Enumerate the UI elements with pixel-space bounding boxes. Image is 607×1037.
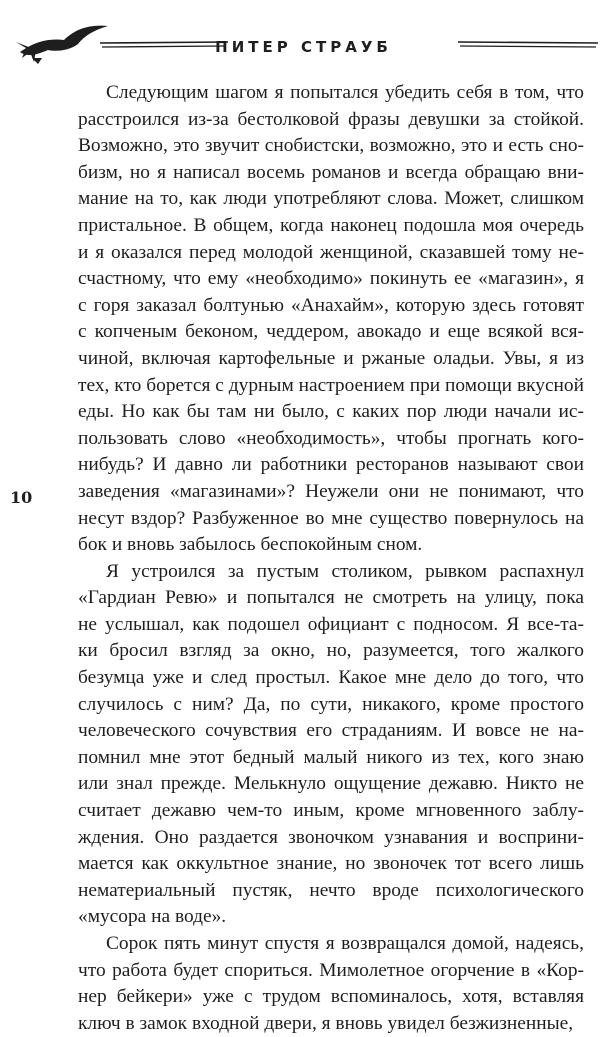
text-line: Следующим шагом я попытался убедить себя в том, что	[106, 82, 584, 103]
text-line: чиной, включая картофельные и ржаные оладьи. Увы, я из	[78, 347, 584, 369]
text-line: нибудь? И давно ли работники ресторанов называют свои	[78, 454, 584, 476]
text-line: нематериальный пустяк, нечто вроде психологического	[78, 879, 584, 901]
text-line: нер бейкери» уже с трудом вспоминалось, хотя, вставляя	[78, 986, 584, 1008]
text-line: «мусора на воде».	[78, 906, 227, 928]
text-line: тех, кто борется с дурным настроением при помощи вкусной	[78, 374, 584, 396]
text-line: пользовать слово «необходимость», чтобы прогнать кого-	[78, 427, 584, 449]
text-line: мается как оккультное знание, но звоночек тот всего лишь	[78, 853, 584, 875]
text-line: и я оказался перед молодой женщиной, сказавшей тому не-	[78, 241, 584, 263]
text-line: с горя заказал болтунью «Анахайм», которую здесь готовят	[78, 294, 584, 316]
text-line: ключ в замок входной двери, я вновь увидел безжизненные,	[78, 1012, 574, 1034]
text-line: «Гардиан Ревю» и попытался не смотреть на улицу, пока	[78, 587, 584, 609]
text-line: несут вздор? Разбуженное во мне существо повернулось на	[78, 507, 584, 529]
text-line: Возможно, это звучит снобистски, возможно, это и есть сно-	[78, 135, 584, 157]
running-header	[0, 0, 607, 80]
text-line: Сорок пять минут спустя я возвращался домой, надеясь,	[106, 933, 584, 954]
text-line: что работа будет спориться. Мимолетное огорчение в «Кор-	[78, 959, 584, 981]
text-line: помнил мне этот бедный малый никого из тех, кого знаю	[78, 746, 584, 768]
text-line: ждения. Оно раздается звоночком узнавания и восприни-	[78, 826, 584, 848]
text-line: или знал прежде. Мелькнуло ощущение дежавю. Никто не	[78, 773, 584, 795]
running-header-title: ПИТЕР СТРАУБ	[215, 38, 392, 56]
text-line: человеческого сочувствия его страданиям. И вовсе не на-	[78, 720, 584, 742]
text-line: счастному, что ему «необходимо» покинуть ее «магазин», я	[78, 268, 584, 290]
paragraph	[78, 559, 584, 931]
text-line: заведения «магазинами»? Неужели они не понимают, что	[78, 480, 584, 502]
text-line: случилось с ним? Да, по сути, никакого, кроме простого	[78, 693, 584, 715]
text-line: ки бросил взгляд за окно, но, разумеется, того жалкого	[78, 640, 584, 662]
text-line: пристальное. В общем, когда наконец подошла моя очередь	[78, 214, 584, 236]
page-number: 10	[10, 488, 33, 507]
text-line: Я устроился за пустым столиком, рывком распахнул	[106, 560, 584, 582]
text-line: расстроился из-за бестолковой фразы девушки за стойкой.	[78, 108, 584, 130]
text-line: бизм, но я написал восемь романов и всегда обращаю вни-	[78, 161, 584, 183]
body-text	[78, 80, 584, 1037]
text-line: с копченым беконом, чеддером, авокадо и еще всякой вся-	[78, 321, 584, 343]
text-line: мание на то, как люди употребляют слова. Может, слишком	[78, 188, 584, 210]
text-line: бок и вновь забылось беспокойным сном.	[78, 534, 423, 556]
text-line: считает дежавю чем-то иным, кроме мгновенного заблу-	[78, 800, 584, 822]
text-line: еды. Но как бы там ни было, с каких пор люди начали ис-	[78, 401, 584, 423]
text-line: не услышал, как подошел официант с подносом. Я все-та-	[78, 613, 584, 635]
header-rule-right	[458, 40, 598, 50]
text-line: безумца уже и след простыл. Какое мне дело до того, что	[78, 667, 584, 689]
paragraph	[78, 80, 584, 559]
paragraph	[78, 931, 584, 1037]
